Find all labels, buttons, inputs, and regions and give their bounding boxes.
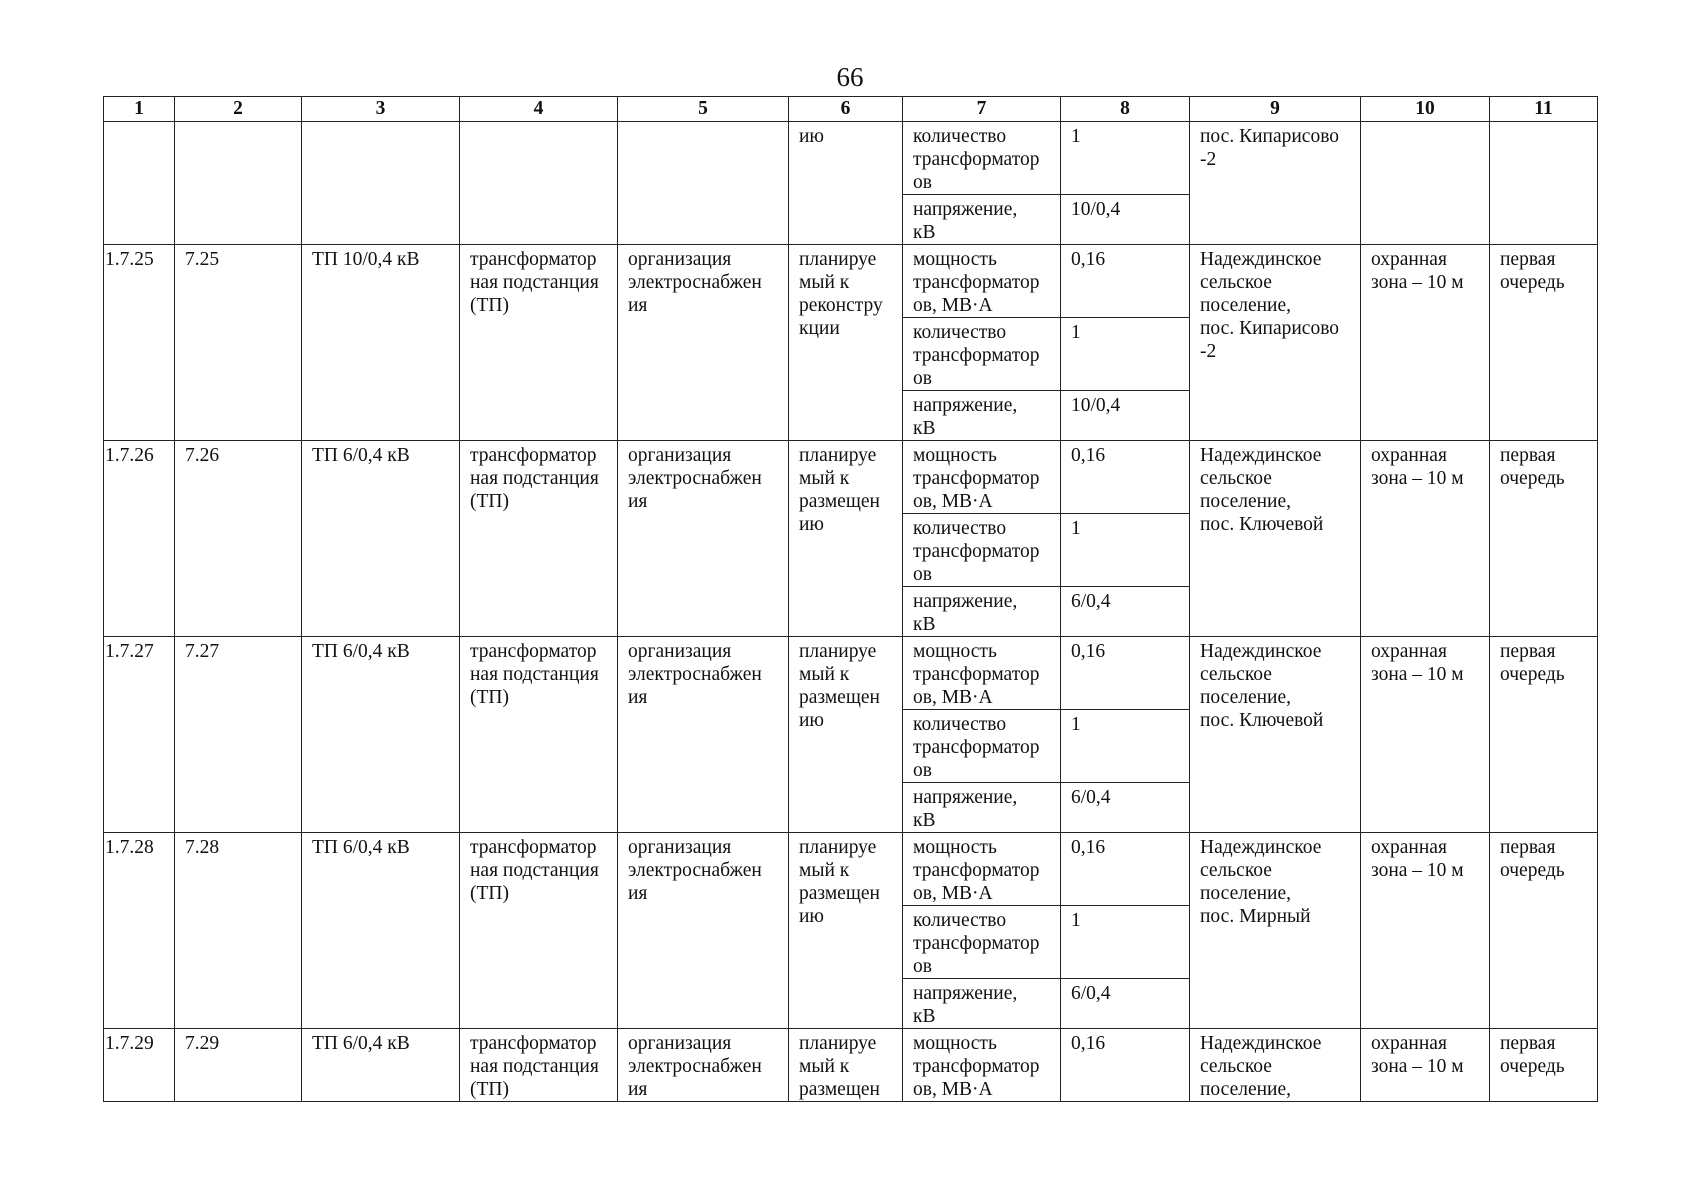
cell-object-name: ТП 6/0,4 кВ: [302, 1029, 460, 1102]
table-row: [104, 441, 1598, 514]
cell-number: 1.7.26: [104, 441, 175, 637]
cell-param-value: 0,16: [1061, 245, 1190, 318]
cell-param-name: напряжение, кВ: [903, 587, 1061, 637]
cell-param-value: 10/0,4: [1061, 391, 1190, 441]
table-row: [104, 245, 1598, 318]
cell-object-type: трансформатор ная подстанция (ТП): [460, 441, 618, 637]
cell-param-name: мощность трансформатор ов, МВ·А: [903, 245, 1061, 318]
cell-zone: охранная зона – 10 м: [1361, 833, 1490, 1029]
cell-status: планируе мый к размещен ию: [789, 441, 903, 637]
cell-param-value: 0,16: [1061, 441, 1190, 514]
column-header: 10: [1361, 97, 1490, 122]
cell-location: Надеждинское сельское поселение,: [1190, 1029, 1361, 1102]
continuation-row: [104, 122, 1598, 195]
cell-code: 7.27: [175, 637, 302, 833]
cell-number: 1.7.25: [104, 245, 175, 441]
cell-param-value: 6/0,4: [1061, 783, 1190, 833]
cell-purpose: организация электроснабжен ия: [618, 833, 789, 1029]
cell-status: планируе мый к размещен ию: [789, 833, 903, 1029]
cell-code: [175, 122, 302, 245]
cell-purpose: организация электроснабжен ия: [618, 441, 789, 637]
cell-location: Надеждинское сельское поселение, пос. Кипарисово -2: [1190, 245, 1361, 441]
cell-number: 1.7.28: [104, 833, 175, 1029]
cell-param-name: количество трансформатор ов: [903, 122, 1061, 195]
cell-param-name: напряжение, кВ: [903, 195, 1061, 245]
cell-stage: первая очередь: [1490, 1029, 1598, 1102]
table-row: [104, 833, 1598, 906]
cell-object-name: ТП 6/0,4 кВ: [302, 637, 460, 833]
cell-param-name: количество трансформатор ов: [903, 318, 1061, 391]
table-row: [104, 1029, 1598, 1102]
cell-number: 1.7.29: [104, 1029, 175, 1102]
cell-object-name: ТП 6/0,4 кВ: [302, 441, 460, 637]
cell-object-name: ТП 6/0,4 кВ: [302, 833, 460, 1029]
cell-zone: охранная зона – 10 м: [1361, 1029, 1490, 1102]
cell-status: планируе мый к реконстру кции: [789, 245, 903, 441]
cell-object-type: трансформатор ная подстанция (ТП): [460, 637, 618, 833]
cell-param-name: напряжение, кВ: [903, 979, 1061, 1029]
cell-param-name: мощность трансформатор ов, МВ·А: [903, 833, 1061, 906]
column-header: 9: [1190, 97, 1361, 122]
cell-param-name: мощность трансформатор ов, МВ·А: [903, 441, 1061, 514]
cell-param-value: 1: [1061, 906, 1190, 979]
column-header: 1: [104, 97, 175, 122]
cell-param-value: 0,16: [1061, 833, 1190, 906]
cell-purpose: организация электроснабжен ия: [618, 637, 789, 833]
cell-object-type: трансформатор ная подстанция (ТП): [460, 245, 618, 441]
cell-param-name: мощность трансформатор ов, МВ·А: [903, 1029, 1061, 1102]
table-row: [104, 637, 1598, 710]
page-number: 66: [836, 62, 864, 92]
cell-param-value: 1: [1061, 122, 1190, 195]
cell-location: Надеждинское сельское поселение, пос. Мирный: [1190, 833, 1361, 1029]
column-header: 6: [789, 97, 903, 122]
cell-param-value: 0,16: [1061, 1029, 1190, 1102]
cell-param-name: количество трансформатор ов: [903, 514, 1061, 587]
cell-param-name: мощность трансформатор ов, МВ·А: [903, 637, 1061, 710]
cell-stage: первая очередь: [1490, 245, 1598, 441]
cell-zone: охранная зона – 10 м: [1361, 441, 1490, 637]
cell-location: пос. Кипарисово -2: [1190, 122, 1361, 245]
column-header: 11: [1490, 97, 1598, 122]
cell-number: 1.7.27: [104, 637, 175, 833]
cell-status: ию: [789, 122, 903, 245]
column-header: 8: [1061, 97, 1190, 122]
cell-param-value: 1: [1061, 318, 1190, 391]
column-header: 3: [302, 97, 460, 122]
cell-number: [104, 122, 175, 245]
cell-code: 7.29: [175, 1029, 302, 1102]
cell-purpose: организация электроснабжен ия: [618, 245, 789, 441]
column-header: 2: [175, 97, 302, 122]
cell-zone: [1361, 122, 1490, 245]
column-number-header-row: [104, 97, 1598, 122]
cell-object-type: трансформатор ная подстанция (ТП): [460, 833, 618, 1029]
cell-param-name: количество трансформатор ов: [903, 710, 1061, 783]
cell-code: 7.28: [175, 833, 302, 1029]
cell-location: Надеждинское сельское поселение, пос. Ключевой: [1190, 637, 1361, 833]
cell-param-name: напряжение, кВ: [903, 391, 1061, 441]
cell-location: Надеждинское сельское поселение, пос. Ключевой: [1190, 441, 1361, 637]
column-header: 7: [903, 97, 1061, 122]
column-header: 4: [460, 97, 618, 122]
cell-status: планируе мый к размещен: [789, 1029, 903, 1102]
cell-param-value: 0,16: [1061, 637, 1190, 710]
column-header: 5: [618, 97, 789, 122]
cell-purpose: [618, 122, 789, 245]
cell-stage: первая очередь: [1490, 637, 1598, 833]
cell-param-name: количество трансформатор ов: [903, 906, 1061, 979]
cell-object-name: [302, 122, 460, 245]
cell-param-value: 6/0,4: [1061, 979, 1190, 1029]
cell-code: 7.26: [175, 441, 302, 637]
cell-stage: первая очередь: [1490, 441, 1598, 637]
cell-object-type: трансформатор ная подстанция (ТП): [460, 1029, 618, 1102]
cell-zone: охранная зона – 10 м: [1361, 637, 1490, 833]
cell-zone: охранная зона – 10 м: [1361, 245, 1490, 441]
cell-code: 7.25: [175, 245, 302, 441]
cell-param-name: напряжение, кВ: [903, 783, 1061, 833]
cell-object-name: ТП 10/0,4 кВ: [302, 245, 460, 441]
transformer-substations-table: [103, 96, 1598, 1102]
cell-param-value: 1: [1061, 710, 1190, 783]
cell-stage: первая очередь: [1490, 833, 1598, 1029]
cell-param-value: 10/0,4: [1061, 195, 1190, 245]
cell-purpose: организация электроснабжен ия: [618, 1029, 789, 1102]
cell-object-type: [460, 122, 618, 245]
cell-status: планируе мый к размещен ию: [789, 637, 903, 833]
cell-param-value: 1: [1061, 514, 1190, 587]
cell-param-value: 6/0,4: [1061, 587, 1190, 637]
cell-stage: [1490, 122, 1598, 245]
